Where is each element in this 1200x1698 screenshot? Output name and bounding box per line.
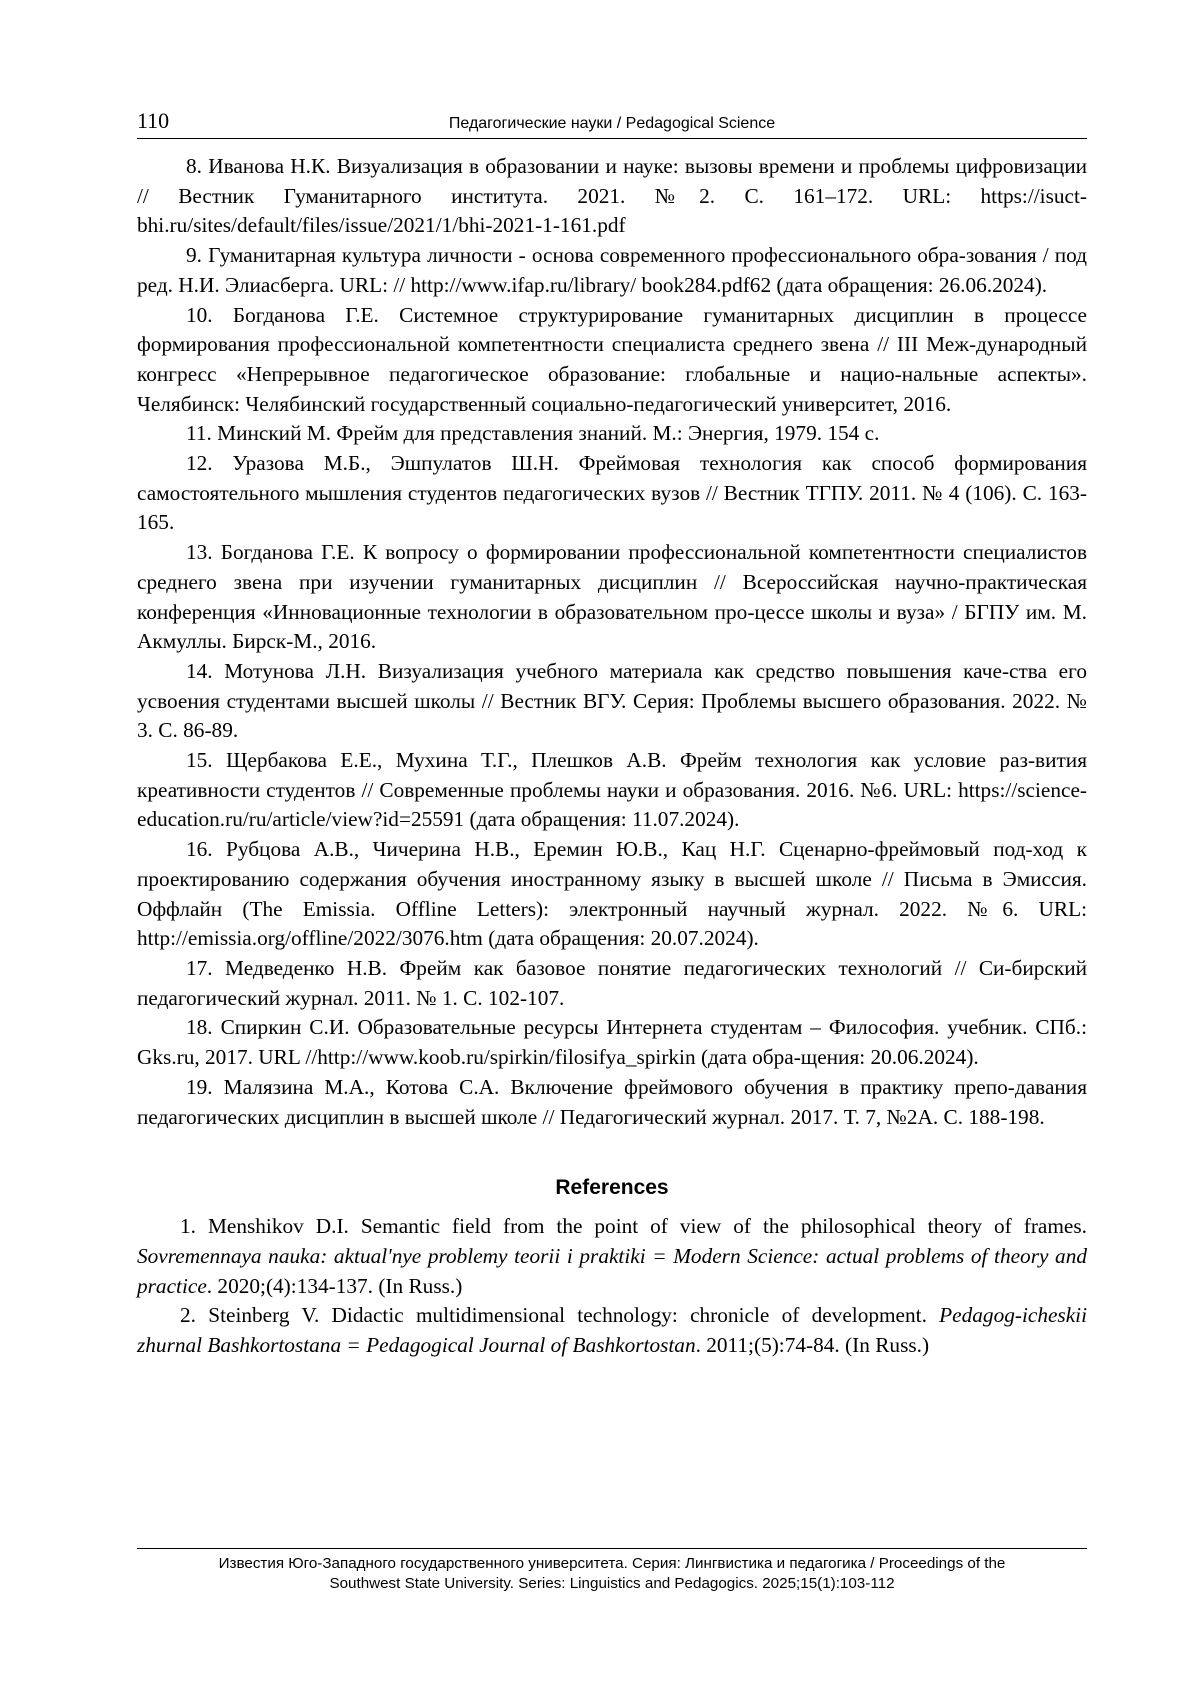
english-reference-lead: 2. Steinberg V. Didactic multidimensional technology: chronicle of development. [180,1303,940,1328]
footer-line-1: Известия Юго-Западного государственного университета. Серия: Лингвистика и педагогика / Proceedings of the [218,1555,1006,1572]
english-reference-tail: . 2020;(4):134-137. (In Russ.) [206,1273,463,1298]
page [137,0,1087,1698]
reference-item-10: 10. Богданова Г.Е. Системное структурирование гуманитарных дисциплин в процессе формирования профессиональной компетентности специалиста среднего звена // III Меж-дународный конгресс «Непрерывное педагогическое образование: глобальные и нацио-нальные аспекты». Челябинск: Челябинский государственный социально-педагогический университет, 2016. [137,302,1087,416]
english-reference-item-2 [137,1301,1087,1360]
english-reference-lead: 1. Menshikov D.I. Semantic field from the point of view of the philosophical theory of frames. [180,1214,1087,1239]
reference-item-17: 17. Медведенко Н.В. Фрейм как базовое понятие педагогических технологий // Си-бирский педагогический журнал. 2011. № 1. С. 102-107. [137,955,1087,1010]
references-heading: References [555,1176,669,1200]
reference-item-18: 18. Спиркин С.И. Образовательные ресурсы Интернета студентам – Философия. учебник. СПб.: Gks.ru, 2017. URL //http://www.koob.ru/spirkin/filosifya_spirkin (дата обра-щения: 20.06.2024). [137,1015,1087,1070]
page-number: 110 [137,108,170,133]
footer-line-2: Southwest State University. Series: Linguistics and Pedagogics. 2025;15(1):103-112 [329,1574,895,1592]
page-header [137,108,1087,139]
reference-item-14: 14. Мотунова Л.Н. Визуализация учебного материала как средство повышения каче-ства его усвоения студентами высшей школы // Вестник ВГУ. Серия: Проблемы высшего образования. 2022. № 3. С. 86-89. [137,658,1087,743]
english-reference-journal: Pedagog-icheskii zhurnal Bashkortostana = Pedagogical Journal of Bashkortostan [137,1303,1087,1358]
reference-item-16: 16. Рубцова А.В., Чичерина Н.В., Еремин Ю.В., Кац Н.Г. Сценарно-фреймовый под-ход к проектированию содержания обучения иностранному языку в высшей школе // Письма в Эмиссия. Оффлайн (The Emissia. Offline Letters): электронный научный журнал. 2022. №6. URL: http://emissia.org/offline/2022/3076.htm (дата обращения: 20.07.2024). [137,837,1087,951]
reference-item-11: 11. Минский М. Фрейм для представления знаний. М.: Энергия, 1979. 154 с. [186,421,880,446]
english-reference-journal: Sovremennaya nauka: aktual'nye problemy teorii i praktiki = Modern Science: actual problems of theory and practice [137,1243,1087,1298]
reference-item-19: 19. Малязина М.А., Котова С.А. Включение фреймового обучения в практику препо-давания педагогических дисциплин в высшей школе // Педагогический журнал. 2017. Т. 7, №2А. С. 188-198. [137,1074,1087,1129]
reference-item-13: 13. Богданова Г.Е. К вопросу о формировании профессиональной компетентности специалистов среднего звена при изучении гуманитарных дисциплин // Всероссийская научно-практическая конференция «Инновационные технологии в образовательном про-цессе школы и вуза» / БГПУ им. М. Акмуллы. Бирск-М., 2016. [137,540,1087,654]
english-reference-item-1 [137,1212,1087,1301]
reference-item-15: 15. Щербакова Е.Е., Мухина Т.Г., Плешков А.В. Фрейм технология как условие раз-вития креативности студентов // Современные проблемы науки и образования. 2016. №6. URL: https://science-education.ru/ru/article/view?id=25591 (дата обращения: 11.07.2024). [137,748,1087,832]
running-head: Педагогические науки / Pedagogical Science [448,115,776,132]
english-reference-tail: . 2011;(5):74-84. (In Russ.) [695,1333,930,1358]
reference-item-12: 12. Уразова М.Б., Эшпулатов Ш.Н. Фреймовая технология как способ формирования самостоятельного мышления студентов педагогических вузов // Вестник ТГПУ. 2011. № 4 (106). С. 163-165. [137,451,1087,535]
reference-item-9: 9. Гуманитарная культура личности - основа современного профессионального обра-зования / под ред. Н.И. Элиасберга. URL: // http://www.ifap.ru/library/ book284.pdf62 (дата обращения: 26.06.2024). [137,243,1087,297]
reference-item-8: 8. Иванова Н.К. Визуализация в образовании и науке: вызовы времени и проблемы цифровизации // Вестник Гуманитарного института. 2021. №2. С. 161–172. URL: https://isuct-bhi.ru/sites/default/files/issue/2021/1/bhi-2021-1-161.pdf [137,154,1087,238]
reference-section [137,152,1087,1361]
page-footer [137,1548,1087,1593]
